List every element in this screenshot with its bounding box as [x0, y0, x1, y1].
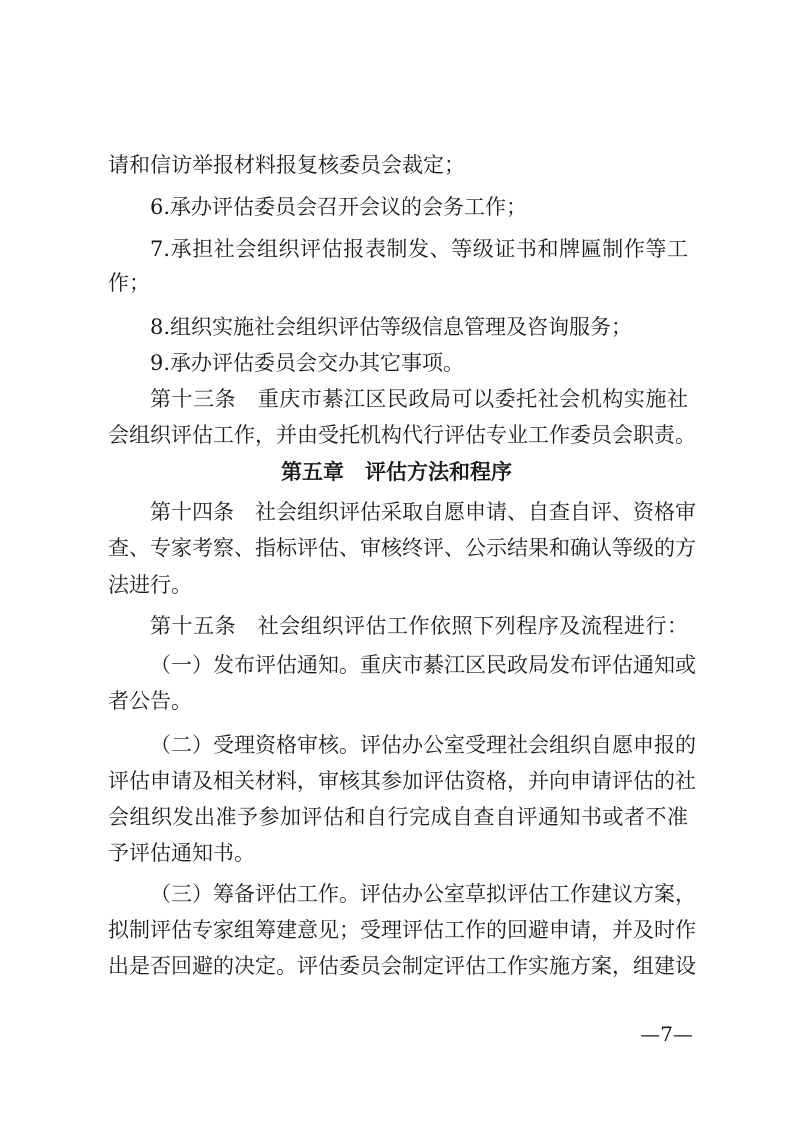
paragraph-line: （三）筹备评估工作。评估办公室草拟评估工作建议方案，: [150, 882, 696, 906]
paragraph-line: 会组织发出准予参加评估和自行完成自查自评通知书或者不准: [108, 805, 688, 829]
paragraph-line: 9.承办评估委员会交办其它事项。: [150, 351, 465, 375]
paragraph-line: 6.承办评估委员会召开会议的会务工作；: [150, 195, 528, 219]
paragraph-line: 予评估通知书。: [108, 841, 255, 865]
paragraph-line: （一）发布评估通知。重庆市綦江区民政局发布评估通知或: [150, 653, 696, 677]
paragraph-line: 法进行。: [108, 573, 192, 597]
paragraph-line: 第十四条 社会组织评估采取自愿申请、自查自评、资格审: [150, 500, 696, 524]
paragraph-line: 评估申请及相关材料，审核其参加评估资格，并向申请评估的社: [108, 769, 696, 793]
paragraph-line: 者公告。: [108, 689, 192, 713]
paragraph-line: 会组织评估工作，并由受托机构代行评估专业工作委员会职责。: [108, 423, 696, 447]
paragraph-line: 作；: [108, 271, 150, 295]
paragraph-line: 出是否回避的决定。评估委员会制定评估工作实施方案，组建设: [108, 954, 696, 978]
page-number: —7—: [640, 1022, 693, 1046]
paragraph-line: 拟制评估专家组筹建意见；受理评估工作的回避申请，并及时作: [108, 918, 696, 942]
paragraph-line: 8.组织实施社会组织评估等级信息管理及咨询服务；: [150, 315, 633, 339]
paragraph-line: 第十三条 重庆市綦江区民政局可以委托社会机构实施社: [150, 387, 688, 411]
paragraph-line: 请和信访举报材料报复核委员会裁定；: [108, 153, 465, 177]
paragraph-line: 7.承担社会组织评估报表制发、等级证书和牌匾制作等工: [150, 237, 688, 261]
paragraph-line: 第十五条 社会组织评估工作依照下列程序及流程进行：: [150, 614, 688, 638]
paragraph-line: 查、专家考察、指标评估、审核终评、公示结果和确认等级的方: [108, 536, 696, 560]
chapter-heading: 第五章 评估方法和程序: [281, 460, 512, 484]
paragraph-line: （二）受理资格审核。评估办公室受理社会组织自愿申报的: [150, 733, 696, 757]
